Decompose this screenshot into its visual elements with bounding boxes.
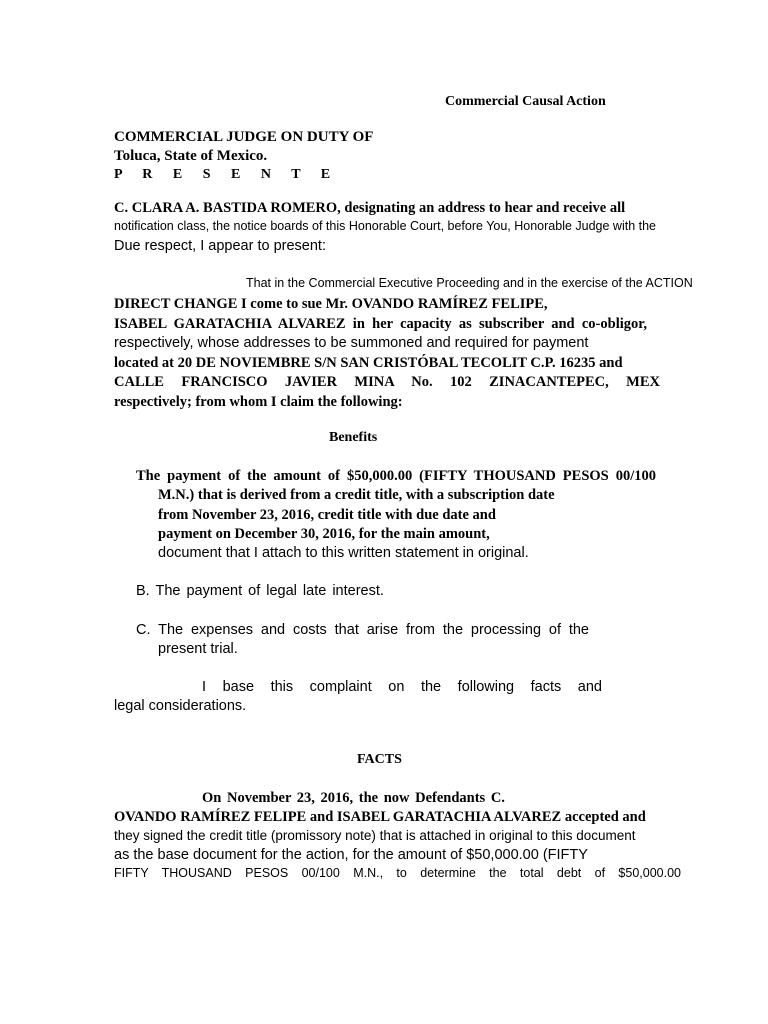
benefit-c-line-2: present trial. — [158, 641, 238, 657]
benefit-a-line-3: from November 23, 2016, credit title with due date and — [158, 507, 496, 523]
benefits-heading: Benefits — [329, 430, 378, 445]
addressee-line-1: COMMERCIAL JUDGE ON DUTY OF — [114, 129, 374, 145]
proceeding-line-3: ISABEL GARATACHIA ALVAREZ in her capacity as subscriber and co-obligor, — [114, 316, 647, 332]
benefit-c-line-1: C. The expenses and costs that arise from the processing of the — [136, 622, 589, 638]
document-title: Commercial Causal Action — [445, 94, 606, 109]
facts-heading: FACTS — [357, 752, 402, 767]
proceeding-line-6: CALLE FRANCISCO JAVIER MINA No. 102 ZINACANTEPEC, MEX — [114, 374, 660, 390]
addressee-line-2: Toluca, State of Mexico. — [114, 148, 268, 164]
facts-line-5: FIFTY THOUSAND PESOS 00/100 M.N., to determine the total debt of $50,000.00 — [114, 866, 681, 880]
intro-line-3: Due respect, I appear to present: — [114, 238, 326, 254]
benefit-b: B. The payment of legal late interest. — [136, 583, 384, 599]
proceeding-line-2: DIRECT CHANGE I come to sue Mr. OVANDO RAMÍREZ FELIPE, — [114, 296, 548, 312]
facts-line-3: they signed the credit title (promissory note) that is attached in original to this document — [114, 828, 636, 843]
benefit-a-line-2: M.N.) that is derived from a credit title, with a subscription date — [158, 487, 555, 503]
benefit-a-line-4: payment on December 30, 2016, for the main amount, — [158, 526, 490, 542]
benefit-a-line-1: The payment of the amount of $50,000.00 (FIFTY THOUSAND PESOS 00/100 — [136, 468, 656, 484]
proceeding-line-5: located at 20 DE NOVIEMBRE S/N SAN CRISTÓBAL TECOLIT C.P. 16235 and — [114, 355, 623, 371]
proceeding-line-1: That in the Commercial Executive Proceeding and in the exercise of the ACTION — [246, 276, 693, 290]
addressee-line-3: P R E S E N T E — [114, 167, 339, 182]
intro-line-2: notification class, the notice boards of this Honorable Court, before You, Honorable Judge with the — [114, 219, 657, 233]
proceeding-line-4: respectively, whose addresses to be summoned and required for payment — [114, 335, 589, 351]
proceeding-line-7: respectively; from whom I claim the following: — [114, 394, 403, 410]
facts-line-4: as the base document for the action, for the amount of $50,000.00 (FIFTY — [114, 847, 588, 863]
benefit-a-line-5: document that I attach to this written statement in original. — [158, 545, 529, 561]
facts-line-2: OVANDO RAMÍREZ FELIPE and ISABEL GARATACHIA ALVAREZ accepted and — [114, 809, 646, 825]
intro-line-1: C. CLARA A. BASTIDA ROMERO, designating an address to hear and receive all — [114, 200, 626, 216]
facts-line-1: On November 23, 2016, the now Defendants C. — [202, 790, 505, 806]
basis-line-1: I base this complaint on the following facts and — [202, 679, 602, 695]
basis-line-2: legal considerations. — [114, 698, 247, 714]
